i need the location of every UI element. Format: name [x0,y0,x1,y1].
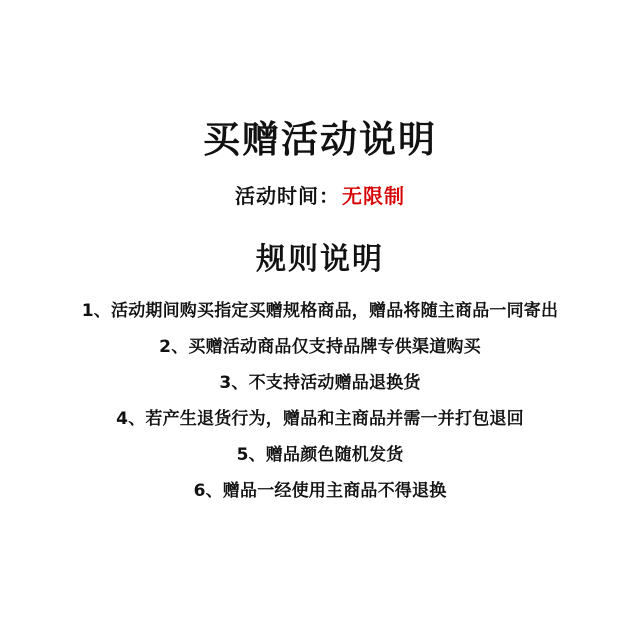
list-item: 2、买赠活动商品仅支持品牌专供渠道购买 [159,337,481,358]
list-item: 4、若产生退货行为，赠品和主商品并需一并打包退回 [116,409,524,430]
rules-list [0,300,640,516]
list-item: 1、活动期间购买指定买赠规格商品，赠品将随主商品一同寄出 [81,301,559,322]
section-title-rules: 规则说明 [256,242,384,278]
list-item: 3、不支持活动赠品退换货 [219,373,421,394]
activity-period-value: 无限制 [342,184,405,209]
activity-period-row [235,184,405,208]
list-item: 5、赠品颜色随机发货 [236,445,404,466]
activity-period-label: 活动时间： [235,184,340,209]
list-item: 6、赠品一经使用主商品不得退换 [193,481,447,502]
page-title: 买赠活动说明 [203,118,437,161]
